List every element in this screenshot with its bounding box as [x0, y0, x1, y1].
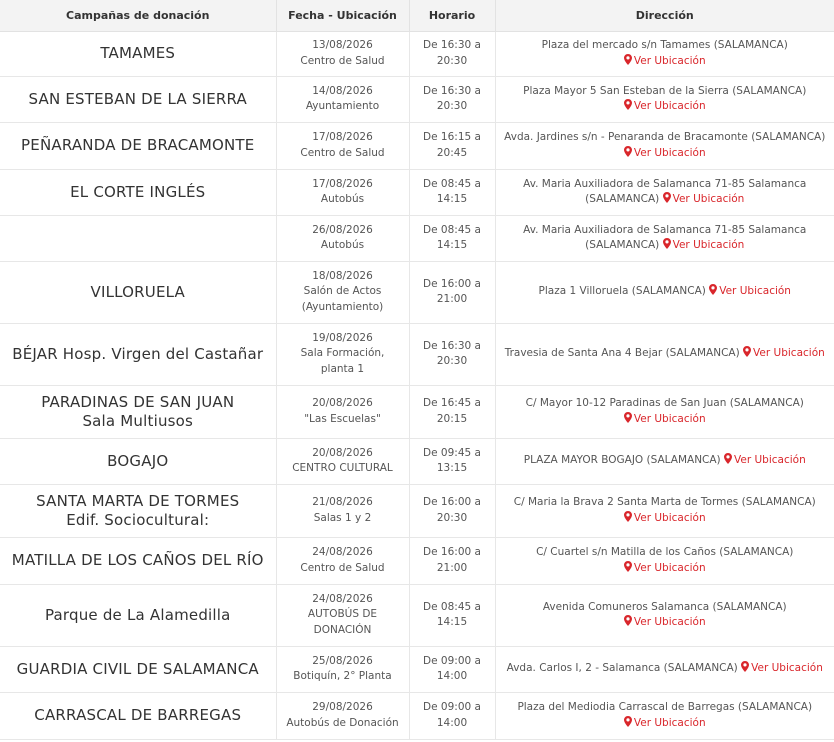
address-text: Plaza 1 Villoruela (SALAMANCA) [538, 285, 710, 298]
campaign-name-line: MATILLA DE LOS CAÑOS DEL RÍO [11, 551, 264, 569]
campaign-name-cell [0, 122, 276, 169]
view-location-label: Ver Ubicación [633, 54, 706, 67]
table-row [0, 484, 834, 537]
view-location-link[interactable] [624, 147, 706, 159]
campaign-place: "Las Escuelas" [304, 412, 381, 425]
date-location-cell [276, 169, 409, 215]
campaign-name-cell [0, 385, 276, 438]
address-text: PLAZA MAYOR BOGAJO (SALAMANCA) [523, 454, 724, 467]
table-row [0, 261, 834, 323]
time-to: 14:00 [436, 716, 468, 729]
table-row [0, 169, 834, 215]
time-to: 20:30 [436, 100, 468, 112]
time-from: De 16:00 a [423, 546, 481, 558]
campaign-place: AUTOBÚS DE DONACIÓN [307, 608, 378, 636]
address-text: Avda. Jardines s/n - Penaranda de Bracamonte (SALAMANCA) [504, 131, 826, 143]
view-location-link[interactable] [624, 413, 706, 425]
date-location-cell [276, 323, 409, 385]
address-cell [495, 261, 834, 323]
map-marker-icon [624, 54, 632, 65]
time-to: 14:00 [436, 670, 468, 682]
map-marker-icon [624, 511, 632, 522]
schedule-cell [409, 692, 495, 739]
table-body [0, 31, 834, 739]
date-location-cell [276, 215, 409, 261]
time-from: De 16:30 a [423, 84, 481, 97]
date-location-cell [276, 584, 409, 646]
view-location-label: Ver Ubicación [719, 285, 791, 298]
table-row [0, 385, 834, 438]
time-from: De 08:45 a [423, 600, 481, 613]
table-row [0, 692, 834, 739]
date-location-cell [276, 692, 409, 739]
campaign-place: Centro de Salud [300, 561, 385, 574]
address-text: Avda. Carlos I, 2 - Salamanca (SALAMANCA) [506, 662, 742, 675]
header-schedule: Horario [409, 0, 495, 31]
date-location-cell [276, 646, 409, 692]
campaign-name-cell [0, 646, 276, 692]
campaign-place: Autobús [320, 193, 365, 205]
campaign-name-line: SANTA MARTA DE TORMES [36, 491, 240, 510]
view-location-label: Ver Ubicación [633, 616, 706, 628]
campaign-date: 17/08/2026 [312, 131, 373, 143]
campaign-date: 25/08/2026 [312, 654, 373, 667]
campaign-place: Salón de Actos (Ayuntamiento) [301, 285, 384, 313]
map-marker-icon [624, 716, 632, 727]
map-marker-icon [624, 412, 632, 423]
address-cell [495, 122, 834, 169]
time-from: De 09:00 a [423, 701, 481, 713]
view-location-label: Ver Ubicación [633, 146, 706, 159]
time-from: De 16:30 a [423, 339, 481, 352]
campaign-date: 24/08/2026 [312, 546, 373, 558]
time-from: De 16:30 a [423, 39, 481, 51]
address-text: C/ Cuartel s/n Matilla de los Caños (SALAMANCA) [536, 546, 794, 558]
campaign-name-cell [0, 215, 276, 261]
table-row [0, 76, 834, 122]
time-to: 14:15 [436, 239, 468, 251]
date-location-cell [276, 76, 409, 122]
campaign-date: 20/08/2026 [312, 397, 373, 409]
time-from: De 08:45 a [423, 177, 481, 190]
view-location-link[interactable] [724, 454, 806, 466]
campaign-name-cell [0, 438, 276, 484]
schedule-cell [409, 31, 495, 76]
view-location-label: Ver Ubicación [633, 100, 706, 112]
campaign-date: 26/08/2026 [312, 223, 373, 236]
campaign-place: Centro de Salud [300, 146, 385, 159]
address-cell [495, 215, 834, 261]
campaign-name-line: TAMAMES [100, 44, 176, 62]
view-location-link[interactable] [624, 562, 706, 574]
address-cell [495, 537, 834, 584]
time-from: De 16:00 a [423, 277, 481, 290]
address-cell [495, 323, 834, 385]
schedule-cell [409, 584, 495, 646]
time-to: 20:15 [436, 412, 468, 425]
schedule-cell [409, 76, 495, 122]
time-to: 20:45 [436, 146, 468, 159]
campaign-name-line: BÉJAR Hosp. Virgen del Castañar [12, 344, 264, 363]
date-location-cell [276, 31, 409, 76]
campaign-place: Botiquín, 2° Planta [293, 670, 392, 682]
schedule-cell [409, 537, 495, 584]
time-to: 21:00 [436, 561, 468, 574]
view-location-label: Ver Ubicación [633, 511, 706, 524]
view-location-link[interactable] [663, 193, 745, 205]
address-text: Avenida Comuneros Salamanca (SALAMANCA) [542, 600, 787, 613]
campaign-name-line: GUARDIA CIVIL DE SALAMANCA [16, 659, 259, 678]
view-location-label: Ver Ubicación [633, 412, 706, 425]
view-location-link[interactable] [743, 347, 825, 359]
date-location-cell [276, 537, 409, 584]
campaign-name-cell [0, 584, 276, 646]
address-cell [495, 584, 834, 646]
view-location-label: Ver Ubicación [672, 193, 745, 205]
schedule-cell [409, 323, 495, 385]
campaign-place: Autobús de Donación [286, 716, 399, 729]
campaign-name-cell [0, 31, 276, 76]
view-location-link[interactable] [663, 239, 745, 251]
address-text: Travesia de Santa Ana 4 Bejar (SALAMANCA) [504, 347, 744, 360]
campaign-name-line: CARRASCAL DE BARREGAS [34, 706, 242, 724]
map-marker-icon [624, 99, 632, 110]
view-location-label: Ver Ubicación [751, 662, 823, 675]
address-text: C/ Mayor 10-12 Paradinas de San Juan (SALAMANCA) [525, 397, 804, 409]
view-location-link[interactable] [709, 285, 791, 297]
address-cell [495, 76, 834, 122]
view-location-label: Ver Ubicación [672, 239, 745, 251]
address-cell [495, 169, 834, 215]
campaign-name-line: Edif. Sociocultural: [66, 510, 210, 529]
header-address: Dirección [495, 0, 834, 31]
address-cell [495, 31, 834, 76]
table-row [0, 438, 834, 484]
campaign-date: 18/08/2026 [312, 269, 373, 282]
campaign-place: Salas 1 y 2 [313, 511, 372, 524]
view-location-label: Ver Ubicación [633, 716, 706, 729]
campaign-place: Autobús [320, 239, 365, 251]
time-to: 20:30 [436, 355, 468, 367]
address-text: Plaza del Mediodia Carrascal de Barregas (SALAMANCA) [517, 701, 813, 713]
campaign-name-cell [0, 261, 276, 323]
campaign-date: 19/08/2026 [312, 331, 373, 344]
campaign-name-line: BOGAJO [107, 451, 169, 470]
time-from: De 09:45 a [423, 446, 481, 459]
campaign-place: Centro de Salud [300, 54, 385, 67]
date-location-cell [276, 484, 409, 537]
header-date-location: Fecha - Ubicación [276, 0, 409, 31]
date-location-cell [276, 261, 409, 323]
campaign-date: 20/08/2026 [312, 446, 373, 459]
header-campaign: Campañas de donación [0, 0, 276, 31]
time-to: 14:15 [436, 193, 468, 205]
view-location-label: Ver Ubicación [734, 454, 806, 467]
table-row [0, 537, 834, 584]
date-location-cell [276, 385, 409, 438]
table-row [0, 323, 834, 385]
view-location-link[interactable] [624, 717, 706, 729]
schedule-cell [409, 122, 495, 169]
table-row [0, 646, 834, 692]
address-cell [495, 646, 834, 692]
address-text: Plaza Mayor 5 San Esteban de la Sierra (SALAMANCA) [523, 84, 807, 97]
map-marker-icon [741, 661, 749, 672]
map-marker-icon [743, 346, 751, 357]
campaign-name-line: PEÑARANDA DE BRACAMONTE [21, 136, 255, 154]
campaign-date: 17/08/2026 [312, 177, 373, 190]
schedule-cell [409, 385, 495, 438]
address-cell [495, 692, 834, 739]
time-to: 13:15 [436, 462, 468, 474]
date-location-cell [276, 438, 409, 484]
view-location-link[interactable] [741, 662, 823, 674]
campaign-name-line: VILLORUELA [90, 282, 185, 301]
campaign-date: 29/08/2026 [312, 701, 373, 713]
map-marker-icon [624, 146, 632, 157]
time-from: De 16:45 a [423, 397, 481, 409]
map-marker-icon [724, 453, 732, 464]
table-row [0, 31, 834, 76]
campaign-name-cell [0, 76, 276, 122]
address-cell [495, 385, 834, 438]
header-row [0, 0, 834, 31]
campaign-name-cell [0, 692, 276, 739]
address-cell [495, 484, 834, 537]
time-from: De 16:00 a [423, 496, 481, 508]
campaign-name-cell [0, 484, 276, 537]
address-text: Plaza del mercado s/n Tamames (SALAMANCA) [541, 39, 788, 51]
date-location-cell [276, 122, 409, 169]
time-from: De 16:15 a [423, 131, 481, 143]
time-from: De 09:00 a [423, 654, 481, 667]
view-location-link[interactable] [624, 616, 706, 628]
time-to: 14:15 [436, 616, 468, 628]
campaign-name-cell [0, 537, 276, 584]
schedule-cell [409, 438, 495, 484]
campaign-place: Sala Formación, planta 1 [300, 347, 385, 375]
schedule-cell [409, 215, 495, 261]
view-location-link[interactable] [624, 100, 706, 112]
campaign-name-cell [0, 169, 276, 215]
campaign-date: 24/08/2026 [312, 592, 373, 605]
campaign-name-line: Parque de La Alamedilla [44, 605, 231, 624]
time-to: 20:30 [436, 54, 468, 67]
campaign-date: 14/08/2026 [312, 84, 373, 97]
time-to: 20:30 [436, 511, 468, 524]
campaign-date: 13/08/2026 [312, 39, 373, 51]
campaign-place: CENTRO CULTURAL [292, 462, 393, 474]
campaign-name-line: Sala Multiusos [82, 411, 194, 430]
time-to: 21:00 [436, 293, 468, 305]
campaign-name-line: EL CORTE INGLÉS [70, 182, 206, 201]
view-location-label: Ver Ubicación [753, 347, 825, 360]
table-row [0, 215, 834, 261]
map-marker-icon [624, 615, 632, 626]
view-location-link[interactable] [624, 512, 706, 524]
schedule-cell [409, 261, 495, 323]
map-marker-icon [663, 192, 671, 203]
time-from: De 08:45 a [423, 223, 481, 236]
table-row [0, 122, 834, 169]
schedule-cell [409, 646, 495, 692]
campaign-name-cell [0, 323, 276, 385]
campaign-name-line: SAN ESTEBAN DE LA SIERRA [28, 89, 247, 108]
address-cell [495, 438, 834, 484]
view-location-label: Ver Ubicación [633, 561, 706, 574]
map-marker-icon [709, 284, 717, 295]
schedule-cell [409, 484, 495, 537]
campaign-place: Ayuntamiento [305, 100, 380, 112]
map-marker-icon [624, 561, 632, 572]
address-text: C/ Maria la Brava 2 Santa Marta de Tormes (SALAMANCA) [513, 496, 816, 508]
campaign-name-line: PARADINAS DE SAN JUAN [41, 392, 235, 411]
map-marker-icon [663, 238, 671, 249]
view-location-link[interactable] [624, 55, 706, 67]
address-text: Av. Maria Auxiliadora de Salamanca 71-85 Salamanca (SALAMANCA) [523, 223, 807, 251]
address-text: Av. Maria Auxiliadora de Salamanca 71-85 Salamanca (SALAMANCA) [523, 177, 807, 205]
table-row [0, 584, 834, 646]
schedule-cell [409, 169, 495, 215]
table-header [0, 0, 834, 31]
campaign-date: 21/08/2026 [312, 496, 373, 508]
